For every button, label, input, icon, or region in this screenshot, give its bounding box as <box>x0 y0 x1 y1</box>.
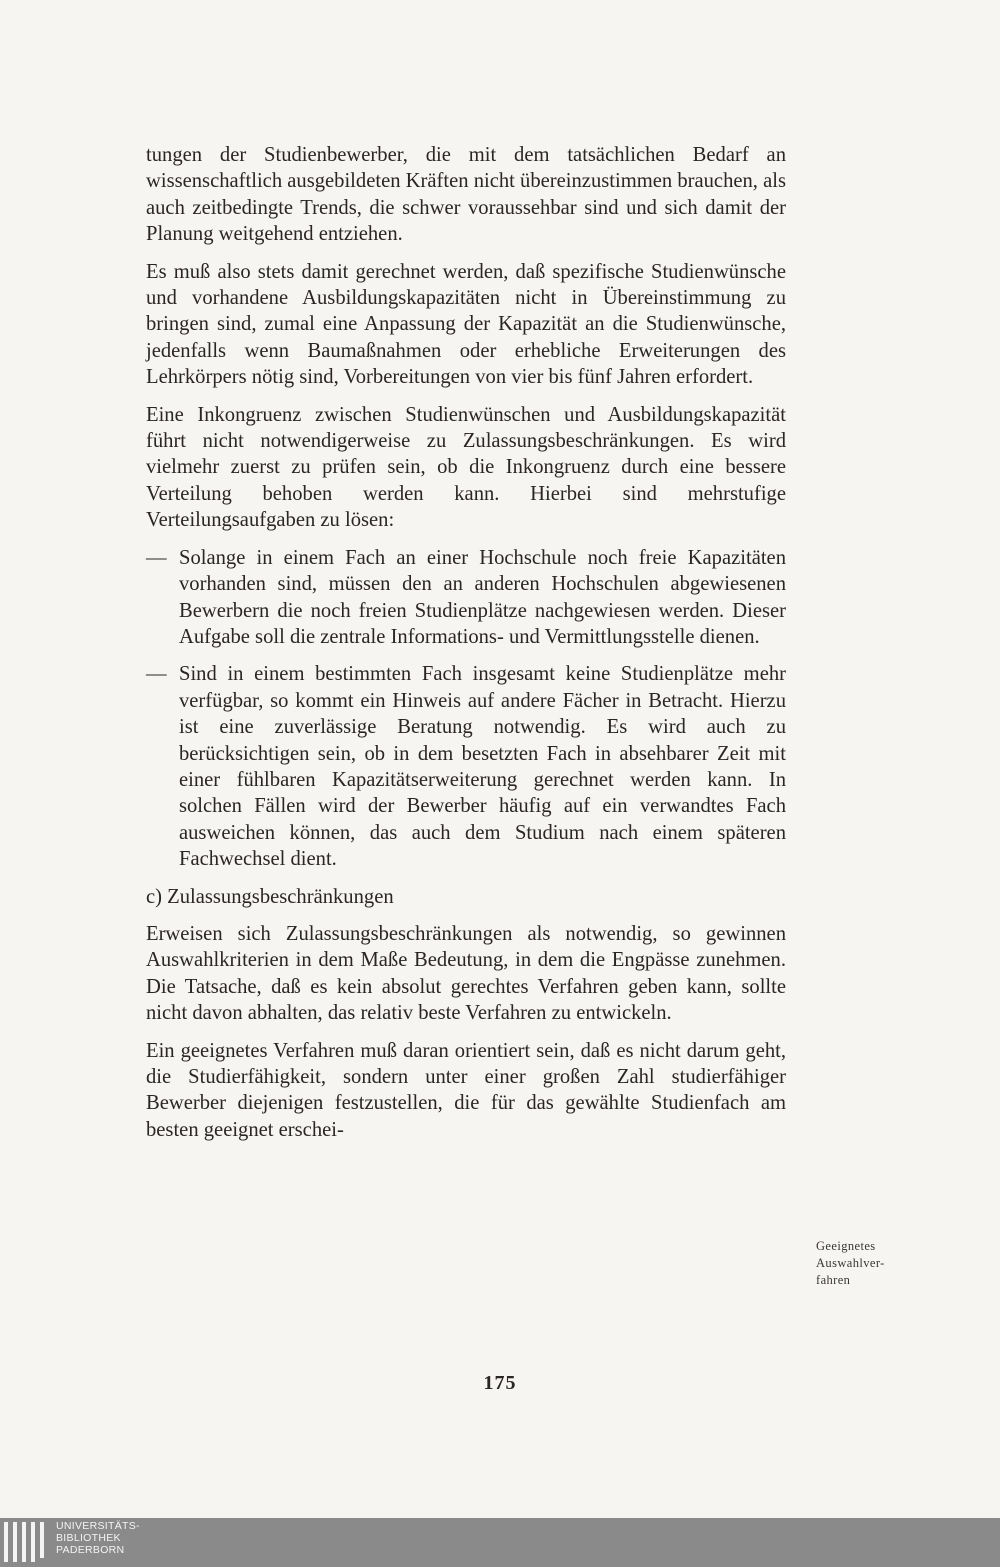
margin-note-line: Auswahlver- <box>816 1256 885 1270</box>
paragraph-2: Es muß also stets damit gerechnet werden, daß spezifische Studienwünsche und vorhandene Ausbildungskapazitäten nicht in Übereinstimmung zu bringen sind, zumal eine Anpassung der Kapazität an die Studienwünsche, jedenfalls wenn Baumaßnahmen oder erhebliche Erweiterungen des Lehrkörpers nötig sind, Vorbereitungen von vier bis fünf Jahren erfordert. <box>146 260 786 389</box>
library-name-line: PADERBORN <box>56 1544 125 1556</box>
page-number: 175 <box>483 1372 517 1394</box>
list-item <box>146 661 786 872</box>
library-logo <box>2 1520 222 1566</box>
margin-note-line: Geeignetes <box>816 1239 876 1253</box>
dash-marker: — <box>146 546 167 569</box>
library-name-line: BIBLIOTHEK <box>56 1532 121 1544</box>
paragraph-3: Eine Inkongruenz zwischen Studienwünschen und Ausbildungskapazität führt nicht notwendigerweise zu Zulassungsbeschränkungen. Es wird vielmehr zuerst zu prüfen sein, ob die Inkongruenz durch eine bessere Verteilung behoben werden kann. Hierbei sind mehrstufige Verteilungsaufgaben zu lösen: <box>146 403 786 532</box>
library-name <box>56 1520 216 1556</box>
section-heading: c) Zulassungsbeschränkungen <box>146 885 394 908</box>
library-name-line: UNIVERSITÄTS- <box>56 1520 140 1532</box>
list-item-text: Sind in einem bestimmten Fach insgesamt keine Studienplätze mehr verfügbar, so kommt ein Hinweis auf andere Fächer in Betracht. Hierzu ist eine zuverlässige Beratung notwendig. Es wird auch zu berücksichtigen sein, ob in dem besetzten Fach in absehbarer Zeit mit einer fühlbaren Kapazitätserweiterung gerechnet werden kann. In solchen Fällen wird der Bewerber häufig auf ein verwandtes Fach ausweichen können, das auch dem Studium nach einem späteren Fachwechsel dient. <box>179 663 786 871</box>
paragraph-5: Ein geeignetes Verfahren muß daran orientiert sein, daß es nicht darum geht, die Studierfähigkeit, sondern unter einer großen Zahl studierfähiger Bewerber diejenigen festzustellen, die für das gewählte Studienfach am besten geeignet erschei- <box>146 1039 786 1141</box>
paragraph-4: Erweisen sich Zulassungsbeschränkungen als notwendig, so gewinnen Auswahlkriterien in dem Maße Bedeutung, in dem die Engpässe zunehmen. Die Tatsache, daß es kein absolut gerechtes Verfahren geben kann, sollte nicht davon abhalten, das relativ beste Verfahren zu entwickeln. <box>146 922 786 1025</box>
margin-note <box>816 1238 926 1289</box>
paragraph-1: tungen der Studienbewerber, die mit dem tatsächlichen Bedarf an wissenschaftlich ausgebildeten Kräften nicht übereinzustimmen brauchen, als auch zeitbedingte Trends, die schwer voraussehbar sind und sich damit der Planung weitgehend entziehen. <box>146 144 786 246</box>
margin-note-line: fahren <box>816 1273 851 1287</box>
list-item <box>146 545 786 651</box>
list-item-text: Solange in einem Fach an einer Hochschule noch freie Kapazitäten vorhanden sind, müssen den an anderen Hochschulen abgewiesenen Bewerbern die noch freien Studienplätze nachgewiesen werden. Dieser Aufgabe soll die zentrale Informations- und Vermittlungsstelle dienen. <box>179 546 786 648</box>
dash-marker: — <box>146 663 167 686</box>
main-text <box>146 142 786 1154</box>
